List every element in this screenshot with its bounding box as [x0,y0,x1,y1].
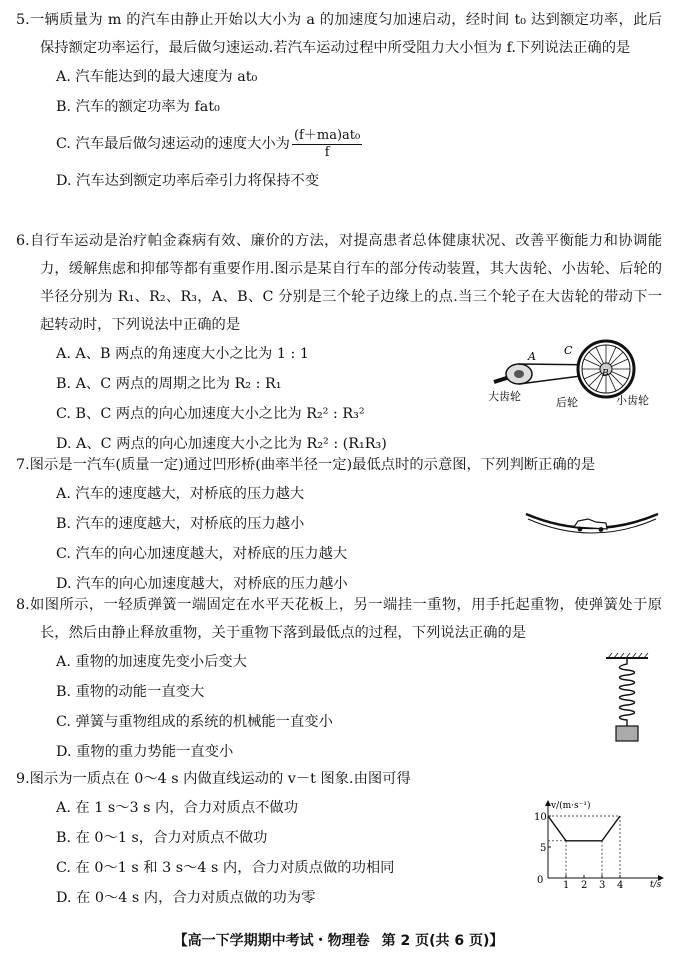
velocity-series-line [548,816,620,841]
option-a: A. 在 1 s～3 s 内，合力对质点不做功 [56,800,299,816]
footer-page-number: 第 2 页(共 6 页)】 [381,933,504,949]
x-tick-label: 1 [563,880,570,888]
x-tick-label: 4 [617,880,624,888]
weight-block [616,726,638,741]
option-d: D. A、C 两点的向心加速度大小之比为 R₂² : (R₁R₃) [56,436,387,452]
question-stem: 5.一辆质量为 m 的汽车由静止开始以大小为 a 的加速度匀加速启动，经时间 t₀ 达到额定功率，此后保持额定功率运行，最后做匀速运动.若汽车运动过程中所受阻力大小恒为 f.下列说法正确的是 [16,12,662,56]
option-b: B. 汽车的速度越大，对桥底的压力越小 [56,516,305,532]
option-d: D. 重物的重力势能一直变小 [56,744,234,760]
x-tick-label: 3 [599,880,606,888]
question-stem: 6.自行车运动是治疗帕金森病有效、廉价的方法，对提高患者总体健康状况、改善平衡能力和协调能力，缓解焦虑和抑郁等都有重要作用.图示是某自行车的部分传动装置，其大齿轮、小齿轮、后轮的半径分别为 R₁、R₂、R₃，A、B、C 分别是三个轮子边缘上的点.当三个轮子在大齿轮的带动下一起转动时，下列说法中正确的是 [16,233,662,333]
fraction-numerator: (f＋ma)at₀ [293,127,361,143]
page-footer [0,930,677,950]
option-b: B. 汽车的额定功率为 fat₀ [56,99,220,115]
spring-coil [620,658,635,726]
label-b: B [602,369,609,379]
option-b: B. A、C 两点的周期之比为 R₂ : R₁ [56,376,282,392]
footer-title: 【高一下学期期中考试・物理卷 [173,933,370,949]
option-a: A. 汽车能达到的最大速度为 at₀ [56,69,258,85]
option-c-text: C. 汽车最后做匀速运动的速度大小为 [56,136,290,152]
concave-bridge-figure [522,506,662,546]
label-small-gear: 小齿轮 [616,394,649,407]
car-wheel-rear-icon [599,527,604,532]
question-8 [16,591,662,767]
spring-figure [604,652,650,744]
option-d: D. 汽车的向心加速度越大，对桥底的压力越小 [56,576,348,592]
label-c: C [564,344,573,357]
option-c: C. 汽车的向心加速度越大，对桥底的压力越大 [56,546,348,562]
question-stem: 7.图示是一汽车(质量一定)通过凹形桥(曲率半径一定)最低点时的示意图，下列判断正确的是 [16,457,596,473]
label-a: A [528,350,536,363]
origin-label: 0 [537,875,544,886]
big-gear-hub [514,370,524,378]
y-tick-label: 10 [534,812,547,823]
x-axis-label: t/s [650,880,662,888]
option-a: A. 汽车的速度越大，对桥底的压力越大 [56,486,305,502]
question-stem: 9.图示为一质点在 0～4 s 内做直线运动的 v－t 图象.由图可得 [16,771,411,787]
option-c: C. B、C 两点的向心加速度大小之比为 R₂² : R₃² [56,406,365,422]
option-c: C. 在 0～1 s 和 3 s～4 s 内，合力对质点做的功相同 [56,860,395,876]
option-c [16,122,662,166]
fraction [292,128,362,161]
option-b: B. 重物的动能一直变大 [56,684,205,700]
x-tick-label: 2 [581,880,588,888]
question-5 [16,6,662,196]
y-axis-label: v/(m·s⁻¹) [551,801,591,811]
option-a: A. 重物的加速度先变小后变大 [56,654,247,670]
label-big-gear: 大齿轮 [488,390,521,403]
bicycle-gear-figure [486,330,656,410]
option-d: D. 在 0～4 s 内，合力对质点做的功为零 [56,890,316,906]
y-tick-label: 5 [540,843,547,854]
label-rear-wheel: 后轮 [556,396,578,409]
option-b: B. 在 0～1 s，合力对质点不做功 [56,830,268,846]
v-t-graph [528,796,673,888]
option-c: C. 弹簧与重物组成的系统的机械能一直变小 [56,714,333,730]
question-stem: 8.如图所示，一轻质弹簧一端固定在水平天花板上，另一端挂一重物，用手托起重物，使弹簧处于原长，然后由静止释放重物，关于重物下落到最低点的过程，下列说法正确的是 [16,597,662,641]
car-wheel-front-icon [578,527,583,532]
option-a: A. A、B 两点的角速度大小之比为 1 : 1 [56,346,309,362]
option-d: D. 汽车达到额定功率后牵引力将保持不变 [56,173,320,189]
fraction-denominator: f [324,144,330,160]
